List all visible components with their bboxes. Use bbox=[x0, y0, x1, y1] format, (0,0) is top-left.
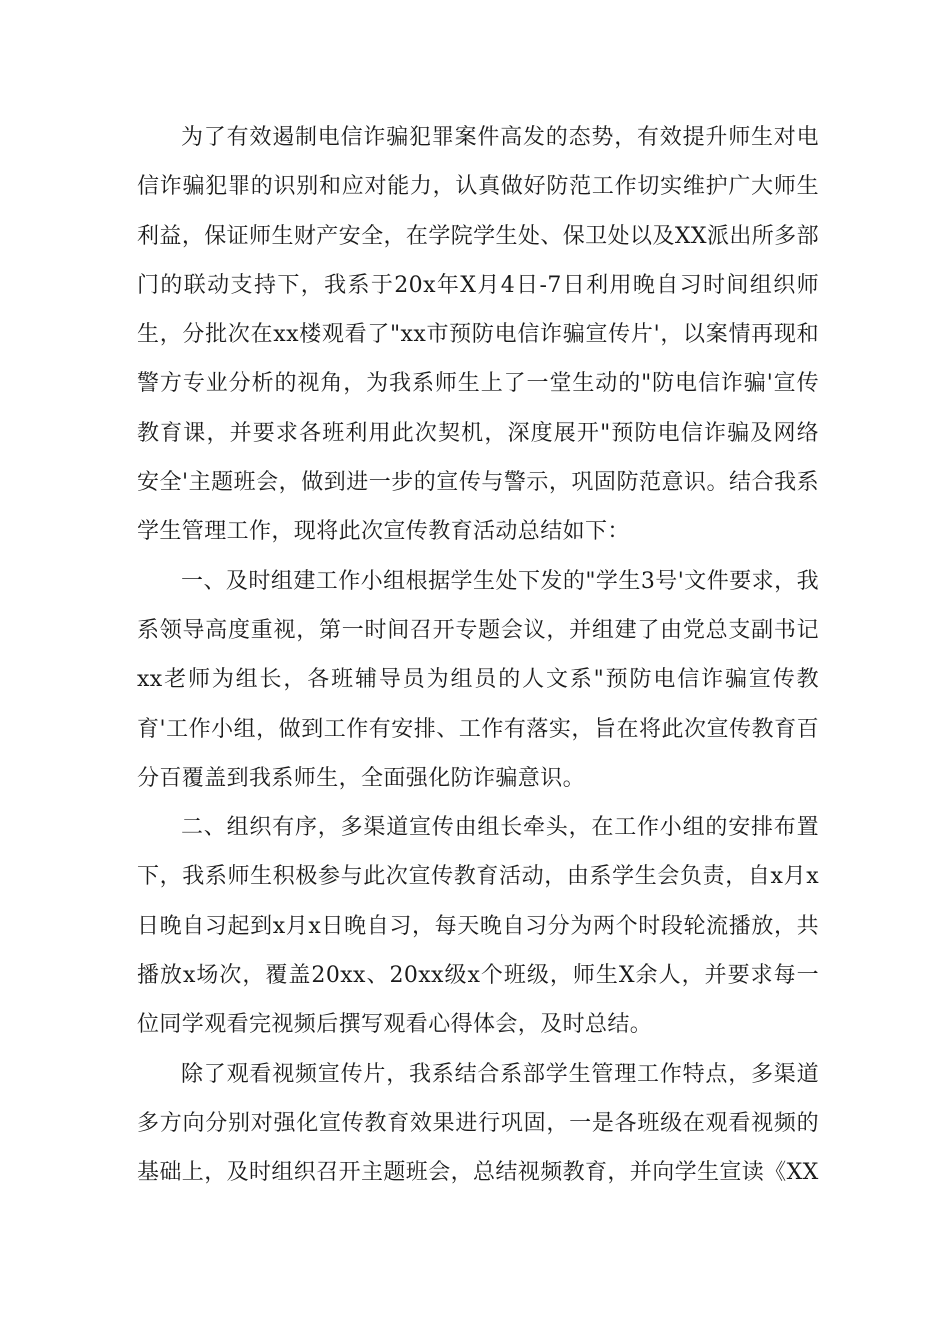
paragraph-intro: 为了有效遏制电信诈骗犯罪案件高发的态势，有效提升师生对电信诈骗犯罪的识别和应对能力，认真做好防范工作切实维护广大师生利益，保证师生财产安全，在学院学生处、保卫处以及XX派出所多部门的联动支持下，我系于20x年X月4日-7日利用晚自习时间组织师生，分批次在xx楼观看了"xx市预防电信诈骗宣传片'，以案情再现和警方专业分析的视角，为我系师生上了一堂生动的"防电信诈骗'宣传教育课，并要求各班利用此次契机，深度展开"预防电信诈骗及网络安全'主题班会，做到进一步的宣传与警示，巩固防范意识。结合我系学生管理工作，现将此次宣传教育活动总结如下： bbox=[137, 125, 819, 545]
paragraph-additional-measures: 除了观看视频宣传片，我系结合系部学生管理工作特点，多渠道多方向分别对强化宣传教育效果进行巩固，一是各班级在观看视频的基础上，及时组织召开主题班会，总结视频教育，并向学生宣读《XX bbox=[137, 1061, 819, 1186]
paragraph-section-two: 二、组织有序，多渠道宣传由组长牵头，在工作小组的安排布置下，我系师生积极参与此次宣传教育活动，由系学生会负责，自x月x日晚自习起到x月x日晚自习，每天晚自习分为两个时段轮流播放，共播放x场次，覆盖20xx、20xx级x个班级，师生X余人，并要求每一位同学观看完视频后撰写观看心得体会，及时总结。 bbox=[137, 815, 819, 1038]
paragraph-section-one: 一、及时组建工作小组根据学生处下发的"学生3号'文件要求，我系领导高度重视，第一时间召开专题会议，并组建了由党总支副书记xx老师为组长，各班辅导员为组员的人文系"预防电信诈骗宣传教育'工作小组，做到工作有安排、工作有落实，旨在将此次宣传教育百分百覆盖到我系师生，全面强化防诈骗意识。 bbox=[137, 568, 819, 791]
document-body bbox=[137, 113, 819, 1198]
